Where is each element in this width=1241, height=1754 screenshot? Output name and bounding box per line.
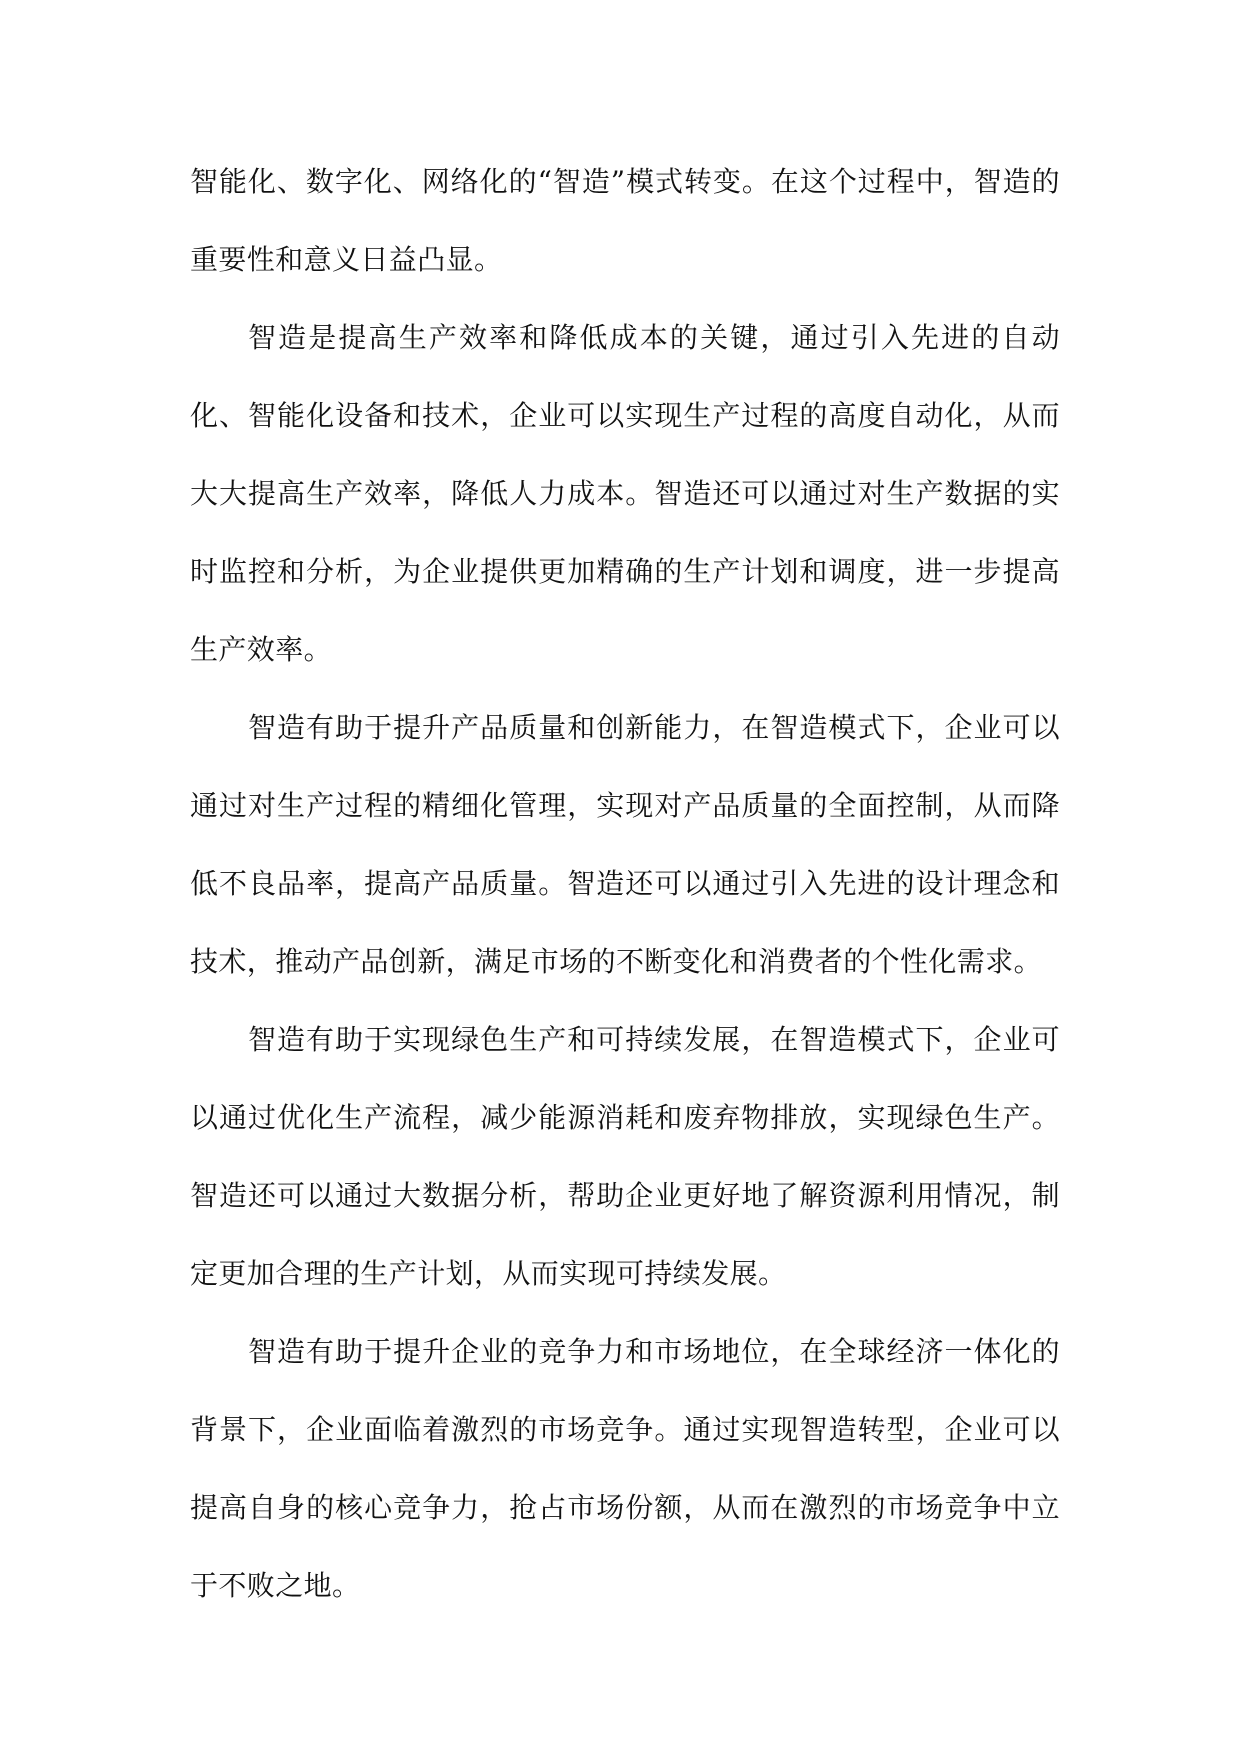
paragraph-green-production: 智造有助于实现绿色生产和可持续发展，在智造模式下，企业可以通过优化生产流程，减少能源消耗和废弃物排放，实现绿色生产。智造还可以通过大数据分析，帮助企业更好地了解资源利用情况，制定更加合理的生产计划，从而实现可持续发展。 (190, 1023, 1060, 1290)
paragraph-continuation: 智能化、数字化、网络化的“智造”模式转变。在这个过程中，智造的重要性和意义日益凸显。 (190, 165, 1060, 276)
paragraph-efficiency: 智造是提高生产效率和降低成本的关键，通过引入先进的自动化、智能化设备和技术，企业可以实现生产过程的高度自动化，从而大大提高生产效率，降低人力成本。智造还可以通过对生产数据的实时监控和分析，为企业提供更加精确的生产计划和调度，进一步提高生产效率。 (190, 321, 1060, 666)
document-body (190, 143, 1060, 1625)
paragraph-quality: 智造有助于提升产品质量和创新能力，在智造模式下，企业可以通过对生产过程的精细化管理，实现对产品质量的全面控制，从而降低不良品率，提高产品质量。智造还可以通过引入先进的设计理念和技术，推动产品创新，满足市场的不断变化和消费者的个性化需求。 (190, 711, 1060, 978)
paragraph-competitiveness: 智造有助于提升企业的竞争力和市场地位，在全球经济一体化的背景下，企业面临着激烈的市场竞争。通过实现智造转型，企业可以提高自身的核心竞争力，抢占市场份额，从而在激烈的市场竞争中立于不败之地。 (190, 1335, 1060, 1602)
